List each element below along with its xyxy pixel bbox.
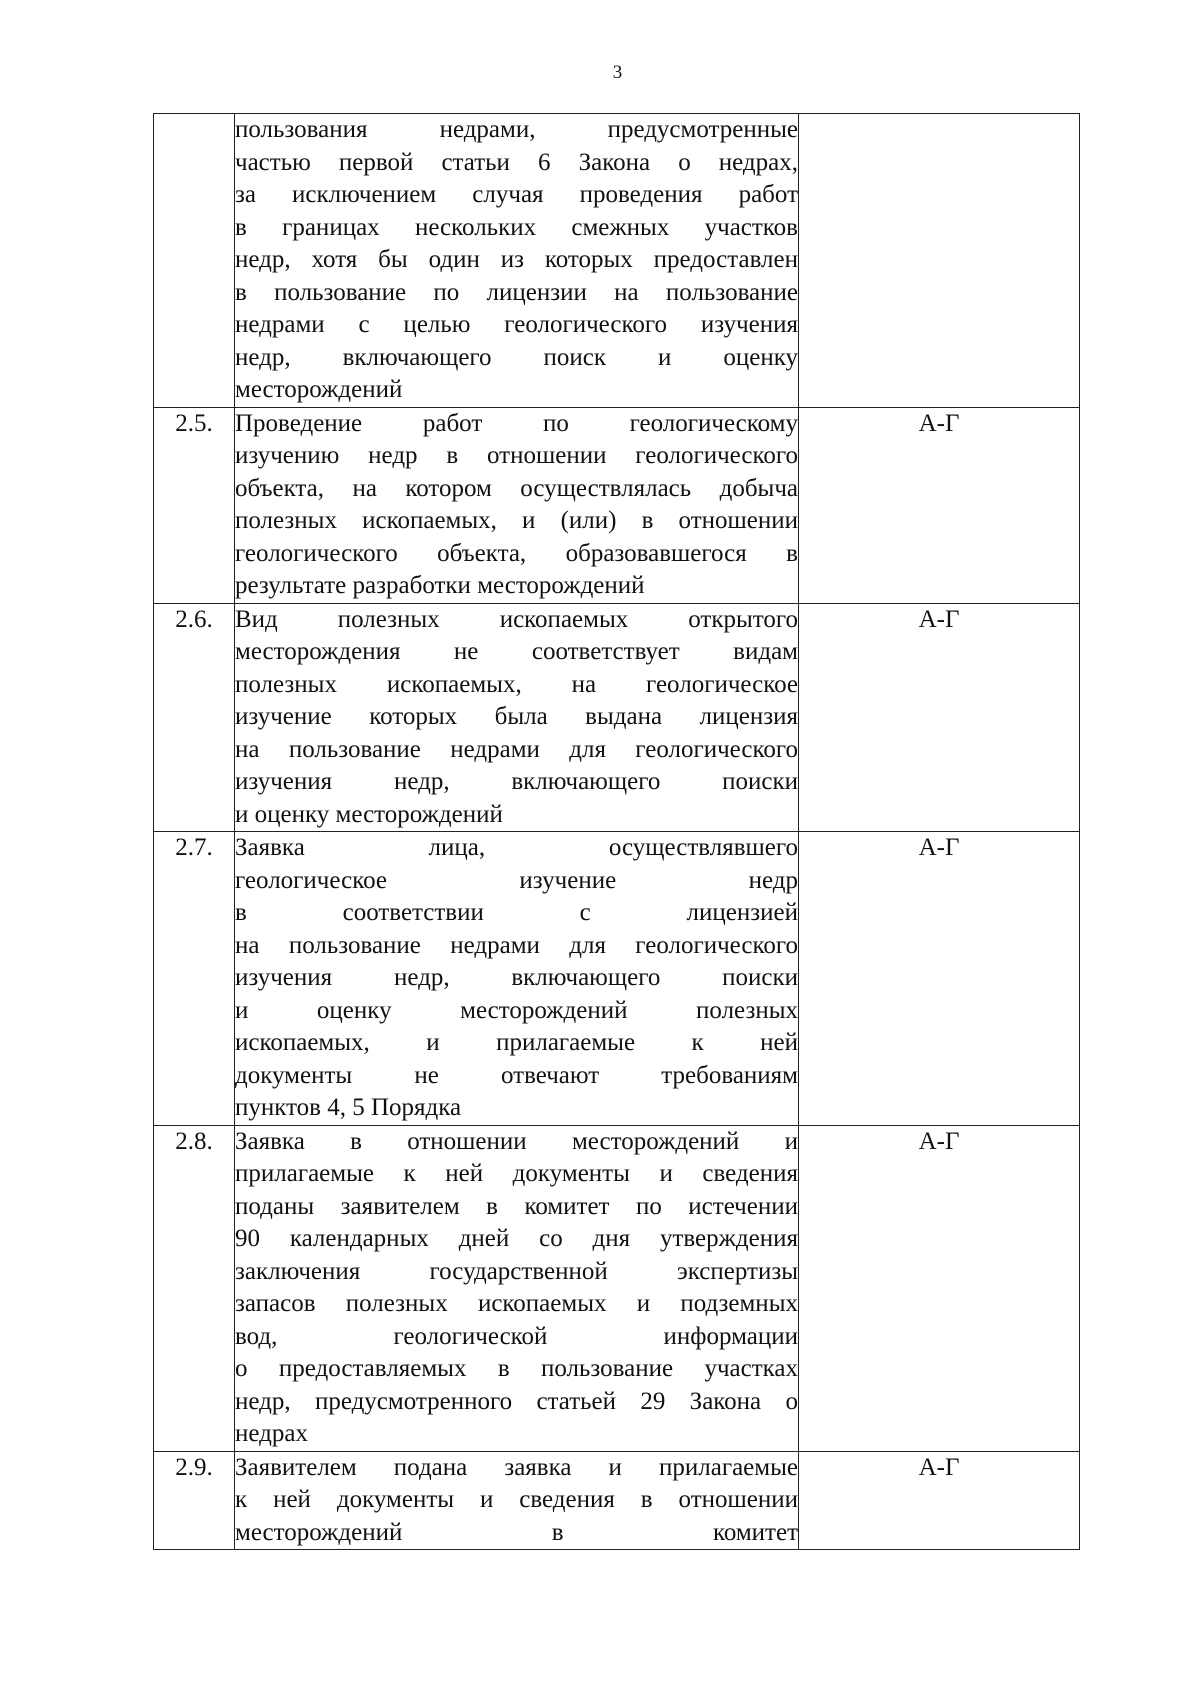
item-text [235, 603, 799, 832]
item-number: 2.7. [154, 832, 235, 1126]
text-line: частью первой статьи 6 Закона о недрах, [235, 148, 798, 176]
item-code: А-Г [799, 1451, 1080, 1550]
item-number: 2.8. [154, 1125, 235, 1451]
text-line: пользования недрами, предусмотренные [235, 116, 798, 143]
item-code [799, 114, 1080, 408]
text-line: результате разработки месторождений [235, 572, 645, 599]
text-line: за исключением случая проведения работ [235, 181, 798, 208]
item-text [235, 114, 799, 408]
text-line: изучение которых была выдана лицензия [235, 703, 798, 730]
text-line: заключения государственной экспертизы [235, 1257, 798, 1285]
text-line: полезных ископаемых, на геологическое [235, 670, 798, 698]
item-number [154, 114, 235, 408]
text-line: поданы заявителем в комитет по истечении [235, 1192, 798, 1220]
text-line: прилагаемые к ней документы и сведения [235, 1160, 798, 1187]
item-code: А-Г [799, 407, 1080, 603]
item-code: А-Г [799, 1125, 1080, 1451]
text-line: 90 календарных дней со дня утверждения [235, 1225, 798, 1252]
item-number: 2.9. [154, 1451, 235, 1550]
text-line: Заявителем подана заявка и прилагаемые [235, 1453, 798, 1481]
item-number: 2.6. [154, 603, 235, 832]
table-row [154, 603, 1080, 832]
table-row [154, 832, 1080, 1126]
table-row [154, 114, 1080, 408]
text-line: геологического объекта, образовавшегося в [235, 539, 798, 567]
text-line: в соответствии с лицензией [235, 899, 798, 926]
text-line: вод, геологической информации [235, 1322, 798, 1350]
item-text [235, 1451, 799, 1550]
text-line: изучения недр, включающего поиски [235, 768, 798, 795]
text-line: изучения недр, включающего поиски [235, 964, 798, 991]
item-text [235, 832, 799, 1126]
text-line: в границах нескольких смежных участков [235, 213, 798, 241]
text-line: Заявка в отношении месторождений и [235, 1127, 798, 1155]
text-line: пунктов 4, 5 Порядка [235, 1094, 462, 1121]
text-line: к ней документы и сведения в отношении [235, 1486, 798, 1513]
text-line: о предоставляемых в пользование участках [235, 1355, 798, 1382]
text-line: запасов полезных ископаемых и подземных [235, 1290, 798, 1317]
table-row [154, 1125, 1080, 1451]
text-line: месторождения не соответствует видам [235, 638, 798, 665]
text-line: и оценку месторождений [235, 800, 503, 828]
text-line: объекта, на котором осуществлялась добыча [235, 474, 798, 502]
text-line: на пользование недрами для геологического [235, 931, 798, 959]
text-line: изучению недр в отношении геологического [235, 442, 798, 469]
item-text [235, 1125, 799, 1451]
text-line: месторождений [235, 376, 403, 403]
text-line: на пользование недрами для геологического [235, 735, 798, 763]
table-row [154, 407, 1080, 603]
text-line: Вид полезных ископаемых открытого [235, 605, 798, 633]
text-line: Заявка лица, осуществлявшего [235, 834, 798, 861]
item-code: А-Г [799, 832, 1080, 1126]
text-line: полезных ископаемых, и (или) в отношении [235, 507, 798, 534]
grounds-table [153, 113, 1080, 1550]
item-number: 2.5. [154, 407, 235, 603]
item-text [235, 407, 799, 603]
text-line: Проведение работ по геологическому [235, 409, 798, 437]
text-line: ископаемых, и прилагаемые к ней [235, 1029, 798, 1056]
item-code: А-Г [799, 603, 1080, 832]
text-line: недрами с целью геологического изучения [235, 311, 798, 338]
text-line: документы не отвечают требованиям [235, 1061, 798, 1089]
text-line: недр, включающего поиск и оценку [235, 343, 798, 371]
page-number: 3 [612, 62, 623, 83]
text-line: месторождений в комитет [235, 1518, 798, 1546]
text-line: и оценку месторождений полезных [235, 996, 798, 1024]
table-row [154, 1451, 1080, 1550]
text-line: недр, хотя бы один из которых предоставлен [235, 246, 798, 273]
text-line: геологическое изучение недр [235, 866, 798, 894]
text-line: недр, предусмотренного статьей 29 Закона о [235, 1387, 798, 1415]
text-line: в пользование по лицензии на пользование [235, 278, 798, 306]
text-line: недрах [235, 1420, 308, 1447]
